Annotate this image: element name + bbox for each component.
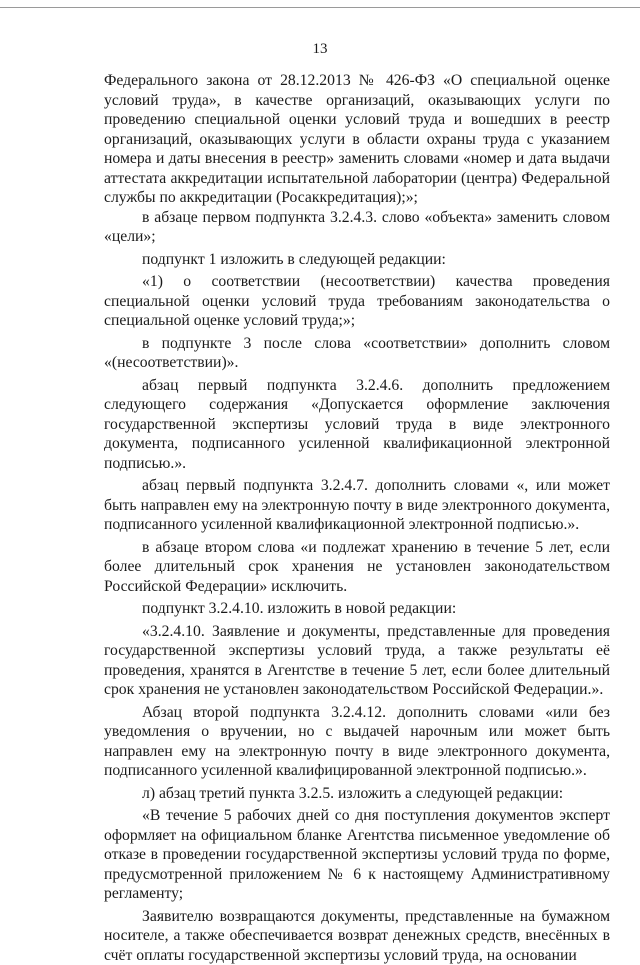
paragraph-10: «3.2.4.10. Заявление и документы, представленные для проведения государственной экспертизы условий труда, а также результаты её проведения, хранятся в Агентстве в течение 5 лет, если более длительный срок хранения не установлен законодательством Российской Федерации.». xyxy=(104,622,610,700)
paragraph-7: абзац первый подпункта 3.2.4.7. дополнить словами «, или может быть направлен ему на электронную почту в виде электронного документа, подписанного усиленной квалификационной электронной подписью.». xyxy=(104,476,610,535)
paragraph-5: в подпункте 3 после слова «соответствии» дополнить словом «(несоответствии)». xyxy=(104,334,610,373)
paragraph-11: Абзац второй подпункта 3.2.4.12. дополнить словами «или без уведомления о вручении, но с выдачей нарочным или может быть направлен ему на электронную почту в виде электронного документа, подписанного усиленной квалифицированной электронной подписью.». xyxy=(104,703,610,781)
document-body xyxy=(104,71,610,965)
paragraph-12: л) абзац третий пункта 3.2.5. изложить а следующей редакции: xyxy=(104,784,610,804)
paragraph-8: в абзаце втором слова «и подлежат хранению в течение 5 лет, если более длительный срок хранения не установлен законодательством Российской Федерации» исключить. xyxy=(104,538,610,597)
paragraph-1: Федерального закона от 28.12.2013 № 426-ФЗ «О специальной оценке условий труда», в качестве организаций, оказывающих услуги по проведению специальной оценки условий труда и вошедших в реестр организаций, оказывающих услуги в области охраны труда с указанием номера и даты внесения в реестр» заменить словами «номер и дата выдачи аттестата аккредитации испытательной лаборатории (центра) Федеральной службы по аккредитации (Росаккредитация);»; xyxy=(104,71,610,208)
top-edge-line xyxy=(0,7,640,8)
paragraph-4: «1) о соответствии (несоответствии) качества проведения специальной оценки условий труда требованиям законодательства о специальной оценке условий труда;»; xyxy=(104,272,610,331)
paragraph-6: абзац первый подпункта 3.2.4.6. дополнить предложением следующего содержания «Допускается оформление заключения государственной экспертизы условий труда в виде электронного документа, подписанного усиленной квалификационной электронной подписью.». xyxy=(104,376,610,474)
paragraph-2: в абзаце первом подпункта 3.2.4.3. слово «объекта» заменить словом «цели»; xyxy=(104,208,610,247)
paragraph-14: Заявителю возвращаются документы, представленные на бумажном носителе, а также обеспечивается возврат денежных средств, внесённых в счёт оплаты государственной экспертизы условий труда, на основании xyxy=(104,907,610,965)
paragraph-3: подпункт 1 изложить в следующей редакции: xyxy=(104,250,610,270)
paragraph-13: «В течение 5 рабочих дней со дня поступления документов эксперт оформляет на официальном бланке Агентства письменное уведомление об отказе в проведении государственной экспертизы условий труда по форме, предусмотренной приложением № 6 к настоящему Административному регламенту; xyxy=(104,806,610,904)
paragraph-9: подпункт 3.2.4.10. изложить в новой редакции: xyxy=(104,599,610,619)
page-number: 13 xyxy=(0,40,640,58)
